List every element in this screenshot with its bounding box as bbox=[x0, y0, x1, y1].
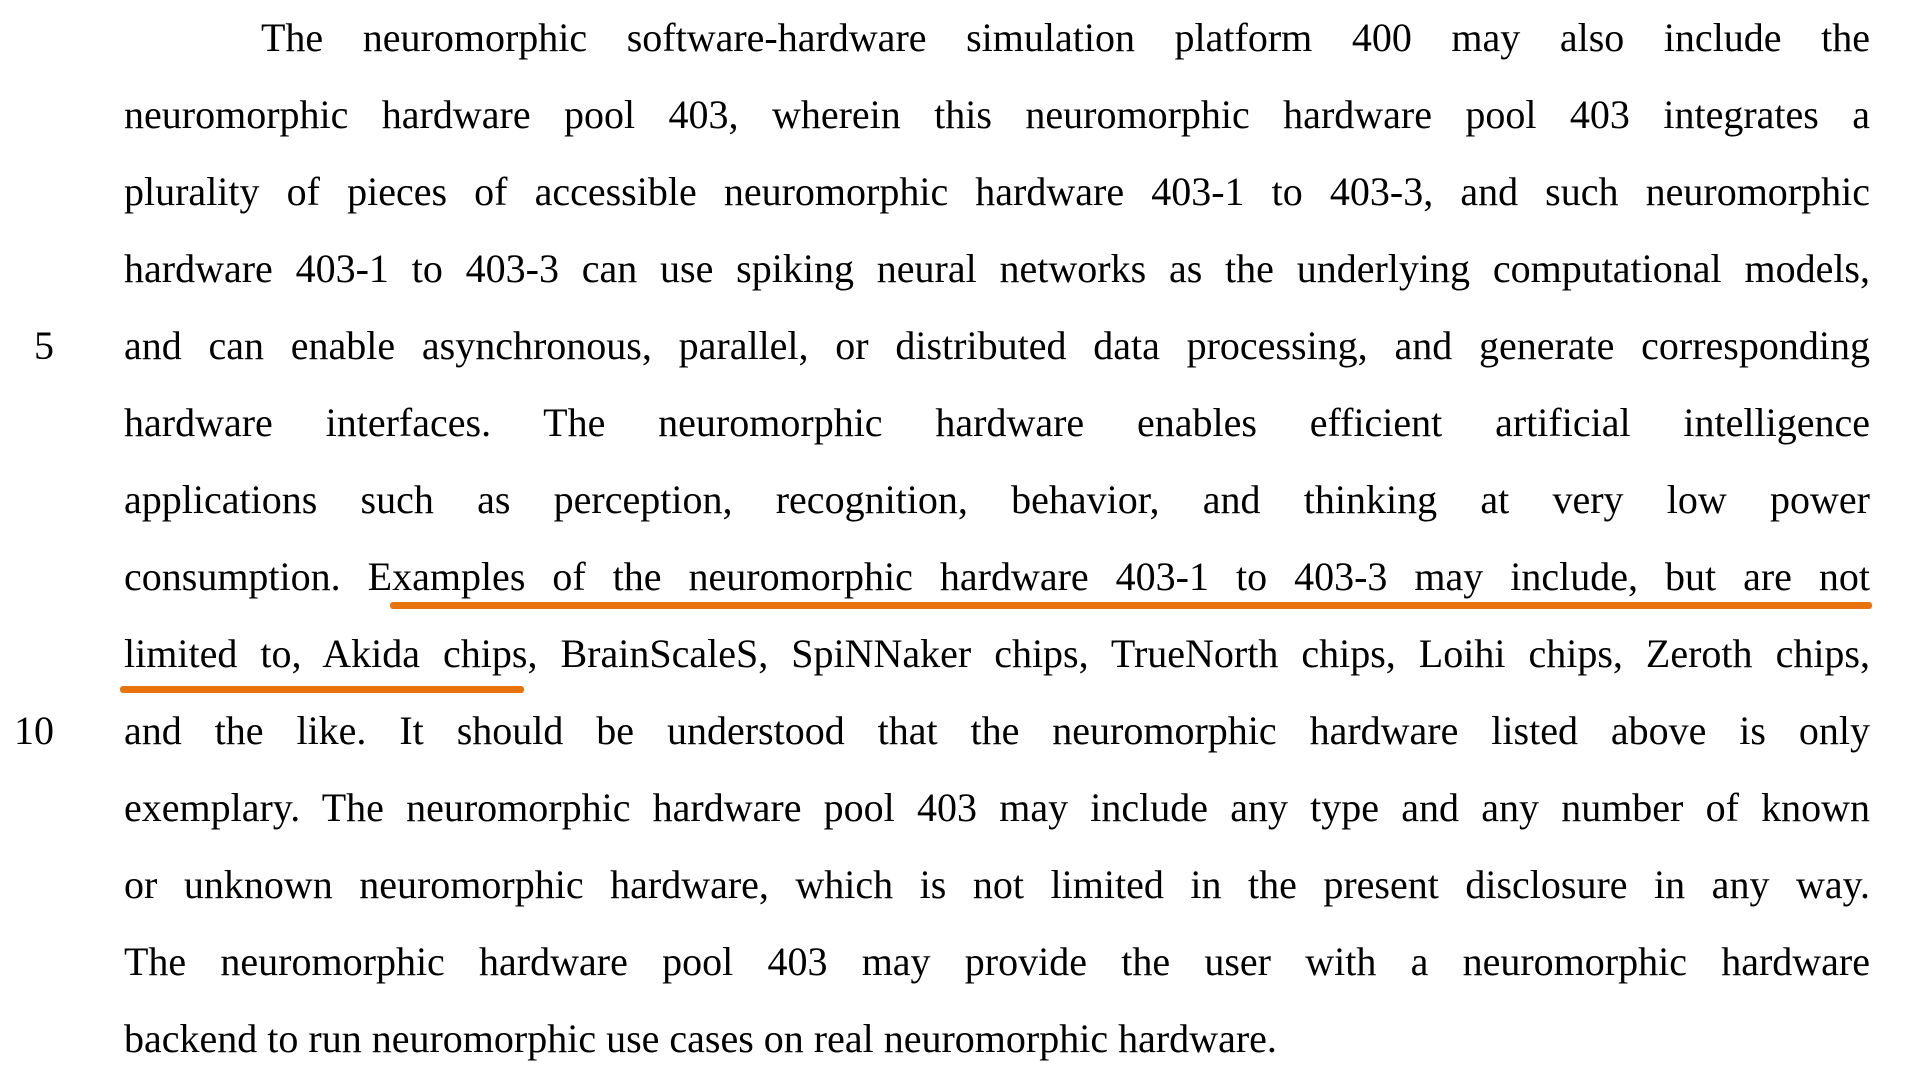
highlight-underline-1 bbox=[390, 602, 1872, 609]
paragraph-line-8: consumption. Examples of the neuromorphic hardware 403-1 to 403-3 may include, but are not bbox=[124, 554, 1870, 599]
paragraph-line-1: The neuromorphic software-hardware simulation platform 400 may also include the bbox=[261, 15, 1870, 60]
paragraph-line-6: hardware interfaces. The neuromorphic hardware enables efficient artificial intelligence bbox=[124, 400, 1870, 445]
paragraph-line-13: The neuromorphic hardware pool 403 may provide the user with a neuromorphic hardware bbox=[124, 939, 1870, 984]
paragraph-line-11: exemplary. The neuromorphic hardware pool 403 may include any type and any number of known bbox=[124, 785, 1870, 830]
paragraph-line-12: or unknown neuromorphic hardware, which is not limited in the present disclosure in any way. bbox=[124, 862, 1870, 907]
line-number-5: 5 bbox=[34, 323, 54, 368]
paragraph-line-3: plurality of pieces of accessible neuromorphic hardware 403-1 to 403-3, and such neuromorphic bbox=[124, 169, 1870, 214]
paragraph-line-9: limited to, Akida chips, BrainScaleS, SpiNNaker chips, TrueNorth chips, Loihi chips, Zeroth chips, bbox=[124, 631, 1870, 676]
paragraph-line-10: and the like. It should be understood that the neuromorphic hardware listed above is only bbox=[124, 708, 1870, 753]
highlight-underline-2 bbox=[120, 686, 524, 693]
line-number-10: 10 bbox=[14, 708, 54, 753]
paragraph-line-7: applications such as perception, recognition, behavior, and thinking at very low power bbox=[124, 477, 1870, 522]
paragraph-line-2: neuromorphic hardware pool 403, wherein this neuromorphic hardware pool 403 integrates a bbox=[124, 92, 1870, 137]
paragraph-line-5: and can enable asynchronous, parallel, or distributed data processing, and generate corresponding bbox=[124, 323, 1870, 368]
paragraph-line-4: hardware 403-1 to 403-3 can use spiking neural networks as the underlying computational models, bbox=[124, 246, 1870, 291]
paragraph-line-14: backend to run neuromorphic use cases on real neuromorphic hardware. bbox=[124, 1016, 1277, 1061]
